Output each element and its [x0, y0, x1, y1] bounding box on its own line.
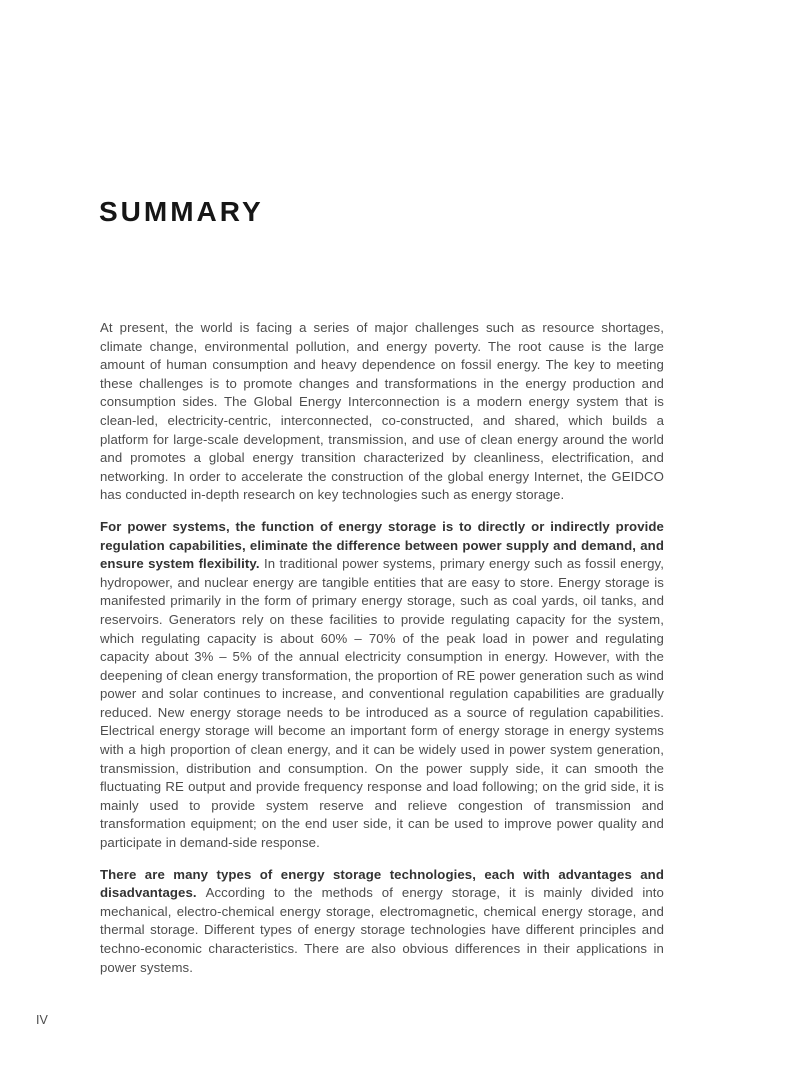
paragraph-storage-types-text: According to the methods of energy storage, it is mainly divided into mechanical, electro-chemical energy storage, electromagnetic, chemical energy storage, and thermal storage. Different types of energy storage technologies have different principles and techno-economic characteristics. There are also obvious differences in their applications in power systems.: [100, 885, 664, 975]
paragraph-intro: [100, 319, 664, 505]
page-title: SUMMARY: [99, 196, 264, 227]
page-number: IV: [36, 1013, 48, 1027]
paragraph-power-systems-lead: For power systems, the function of energy storage is to directly or indirectly provide regulation capabilities, eliminate the difference between power supply and demand, and ensure system flexibility.: [100, 518, 664, 572]
paragraph-power-systems: [100, 518, 664, 853]
paragraph-storage-types: [100, 866, 664, 978]
paragraph-intro-text: At present, the world is facing a series of major challenges such as resource shortages, climate change, environmental pollution, and energy poverty. The root cause is the large amount of human consumption and heavy dependence on fossil energy. The key to meeting these challenges is to promote changes and transformations in the energy production and consumption sides. The Global Energy Interconnection is a modern energy system that is clean-led, electricity-centric, interconnected, co-constructed, and shared, which builds a platform for large-scale development, transmission, and use of clean energy around the world and promotes a global energy transition characterized by cleanliness, electrification, and networking. In order to accelerate the construction of the global energy Internet, the GEIDCO has conducted in-depth research on key technologies such as energy storage.: [100, 320, 664, 503]
paragraph-power-systems-text: In traditional power systems, primary energy such as fossil energy, hydropower, and nuclear energy are tangible entities that are easy to store. Energy storage is manifested primarily in the form of primary energy storage, such as coal yards, oil tanks, and reservoirs. Generators rely on these facilities to provide regulating capacity for the system, which regulating capacity is about 60% – 70% of the peak load in power and regulating capacity about 3% – 5% of the annual electricity consumption in energy. However, with the deepening of clean energy transformation, the proportion of RE power generation such as wind power and solar continues to increase, and conventional regulation capabilities are gradually reduced. New energy storage needs to be introduced as a source of regulation capabilities. Electrical energy storage will become an important form of energy storage in energy systems with a high proportion of clean energy, and it can be widely used in power system generation, transmission, distribution and consumption. On the power supply side, it can smooth the fluctuating RE output and provide frequency response and load following; on the grid side, it is mainly used to provide system reserve and relieve congestion of transmission and transformation equipment; on the end user side, it can be used to improve power quality and participate in demand-side response.: [100, 556, 664, 851]
body-text: [100, 319, 664, 977]
paragraph-storage-types-lead: There are many types of energy storage technologies, each with advantages and disadvantages.: [100, 866, 664, 901]
